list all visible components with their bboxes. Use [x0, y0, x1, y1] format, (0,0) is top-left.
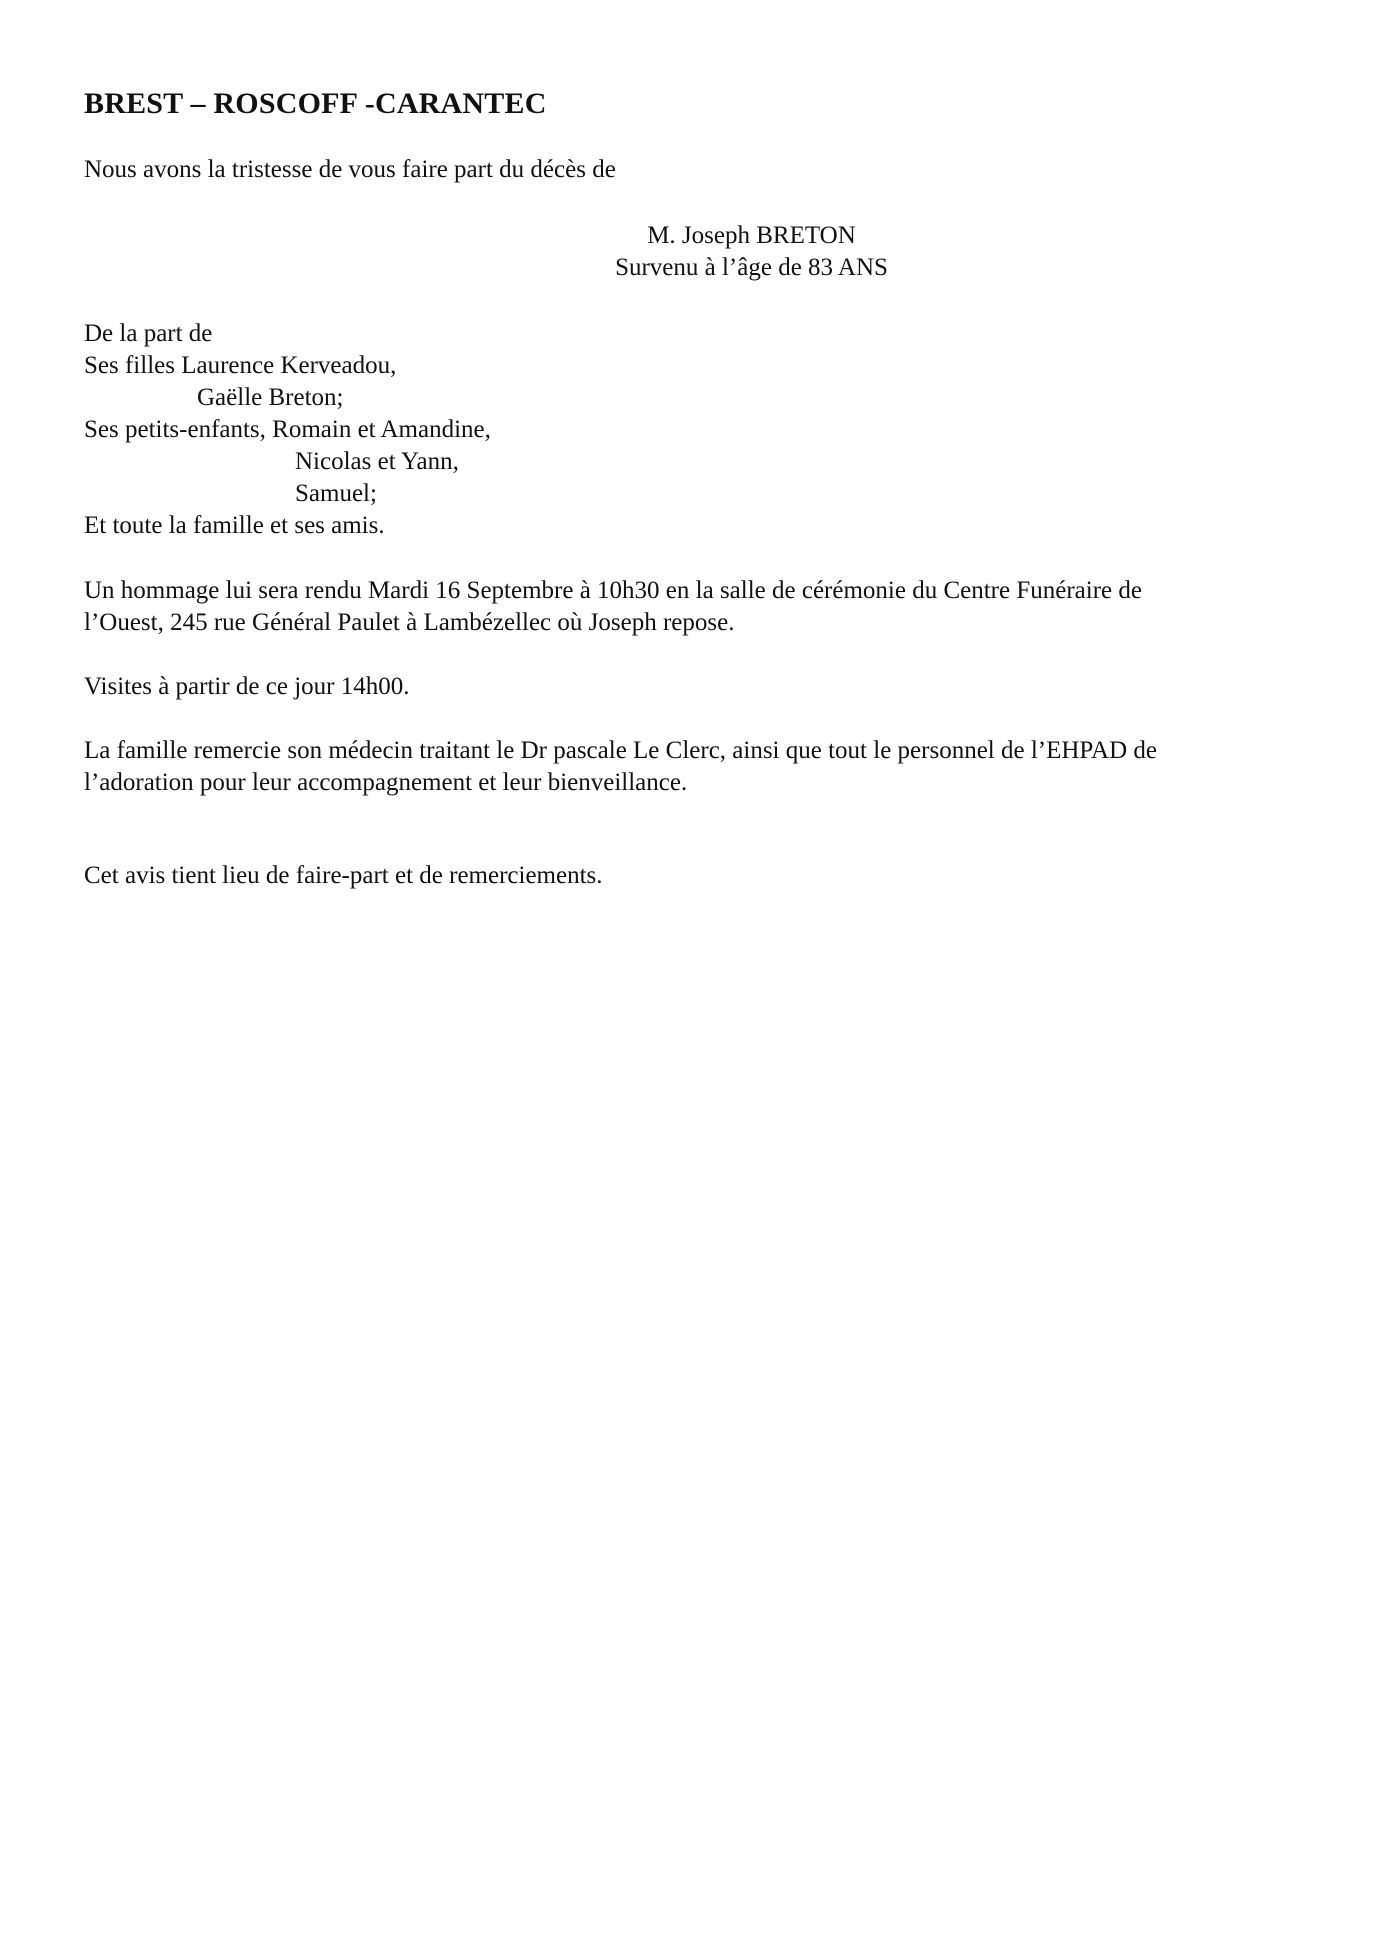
visites-line: Visites à partir de ce jour 14h00. [84, 673, 410, 700]
deceased-block [84, 220, 1294, 284]
family-others: Et toute la famille et ses amis. [84, 512, 385, 539]
intro-line: Nous avons la tristesse de vous faire part du décès de [84, 156, 616, 183]
deceased-name: M. Joseph BRETON [647, 222, 856, 249]
hommage-line-2: l’Ouest, 245 rue Général Paulet à Lambézellec où Joseph repose. [84, 609, 735, 636]
grandchildren-line-2: Nicolas et Yann, [295, 448, 459, 475]
family-list [84, 318, 1294, 542]
remerciements-line-1: La famille remercie son médecin traitant le Dr pascale Le Clerc, ainsi que tout le personnel de l’EHPAD de [84, 737, 1157, 764]
obituary-notice [84, 84, 1294, 892]
hommage-line-1: Un hommage lui sera rendu Mardi 16 Septembre à 10h30 en la salle de cérémonie du Centre Funéraire de [84, 577, 1142, 604]
age-line: Survenu à l’âge de 83 ANS [615, 254, 888, 281]
family-lead: De la part de [84, 320, 213, 347]
hommage-paragraph [84, 575, 1294, 639]
visites-paragraph [84, 671, 1294, 703]
notice-heading: BREST – ROSCOFF -CARANTEC [84, 87, 547, 120]
remerciements-line-2: l’adoration pour leur accompagnement et leur bienveillance. [84, 769, 688, 796]
grandchildren-line-3: Samuel; [295, 480, 377, 507]
daughters-line-1: Ses filles Laurence Kerveadou, [84, 352, 397, 379]
grandchildren-line-1: Ses petits-enfants, Romain et Amandine, [84, 416, 491, 443]
closing-paragraph [84, 860, 1294, 892]
closing-line: Cet avis tient lieu de faire-part et de remerciements. [84, 862, 603, 889]
daughters-line-2: Gaëlle Breton; [197, 384, 344, 411]
remerciements-paragraph [84, 735, 1294, 799]
